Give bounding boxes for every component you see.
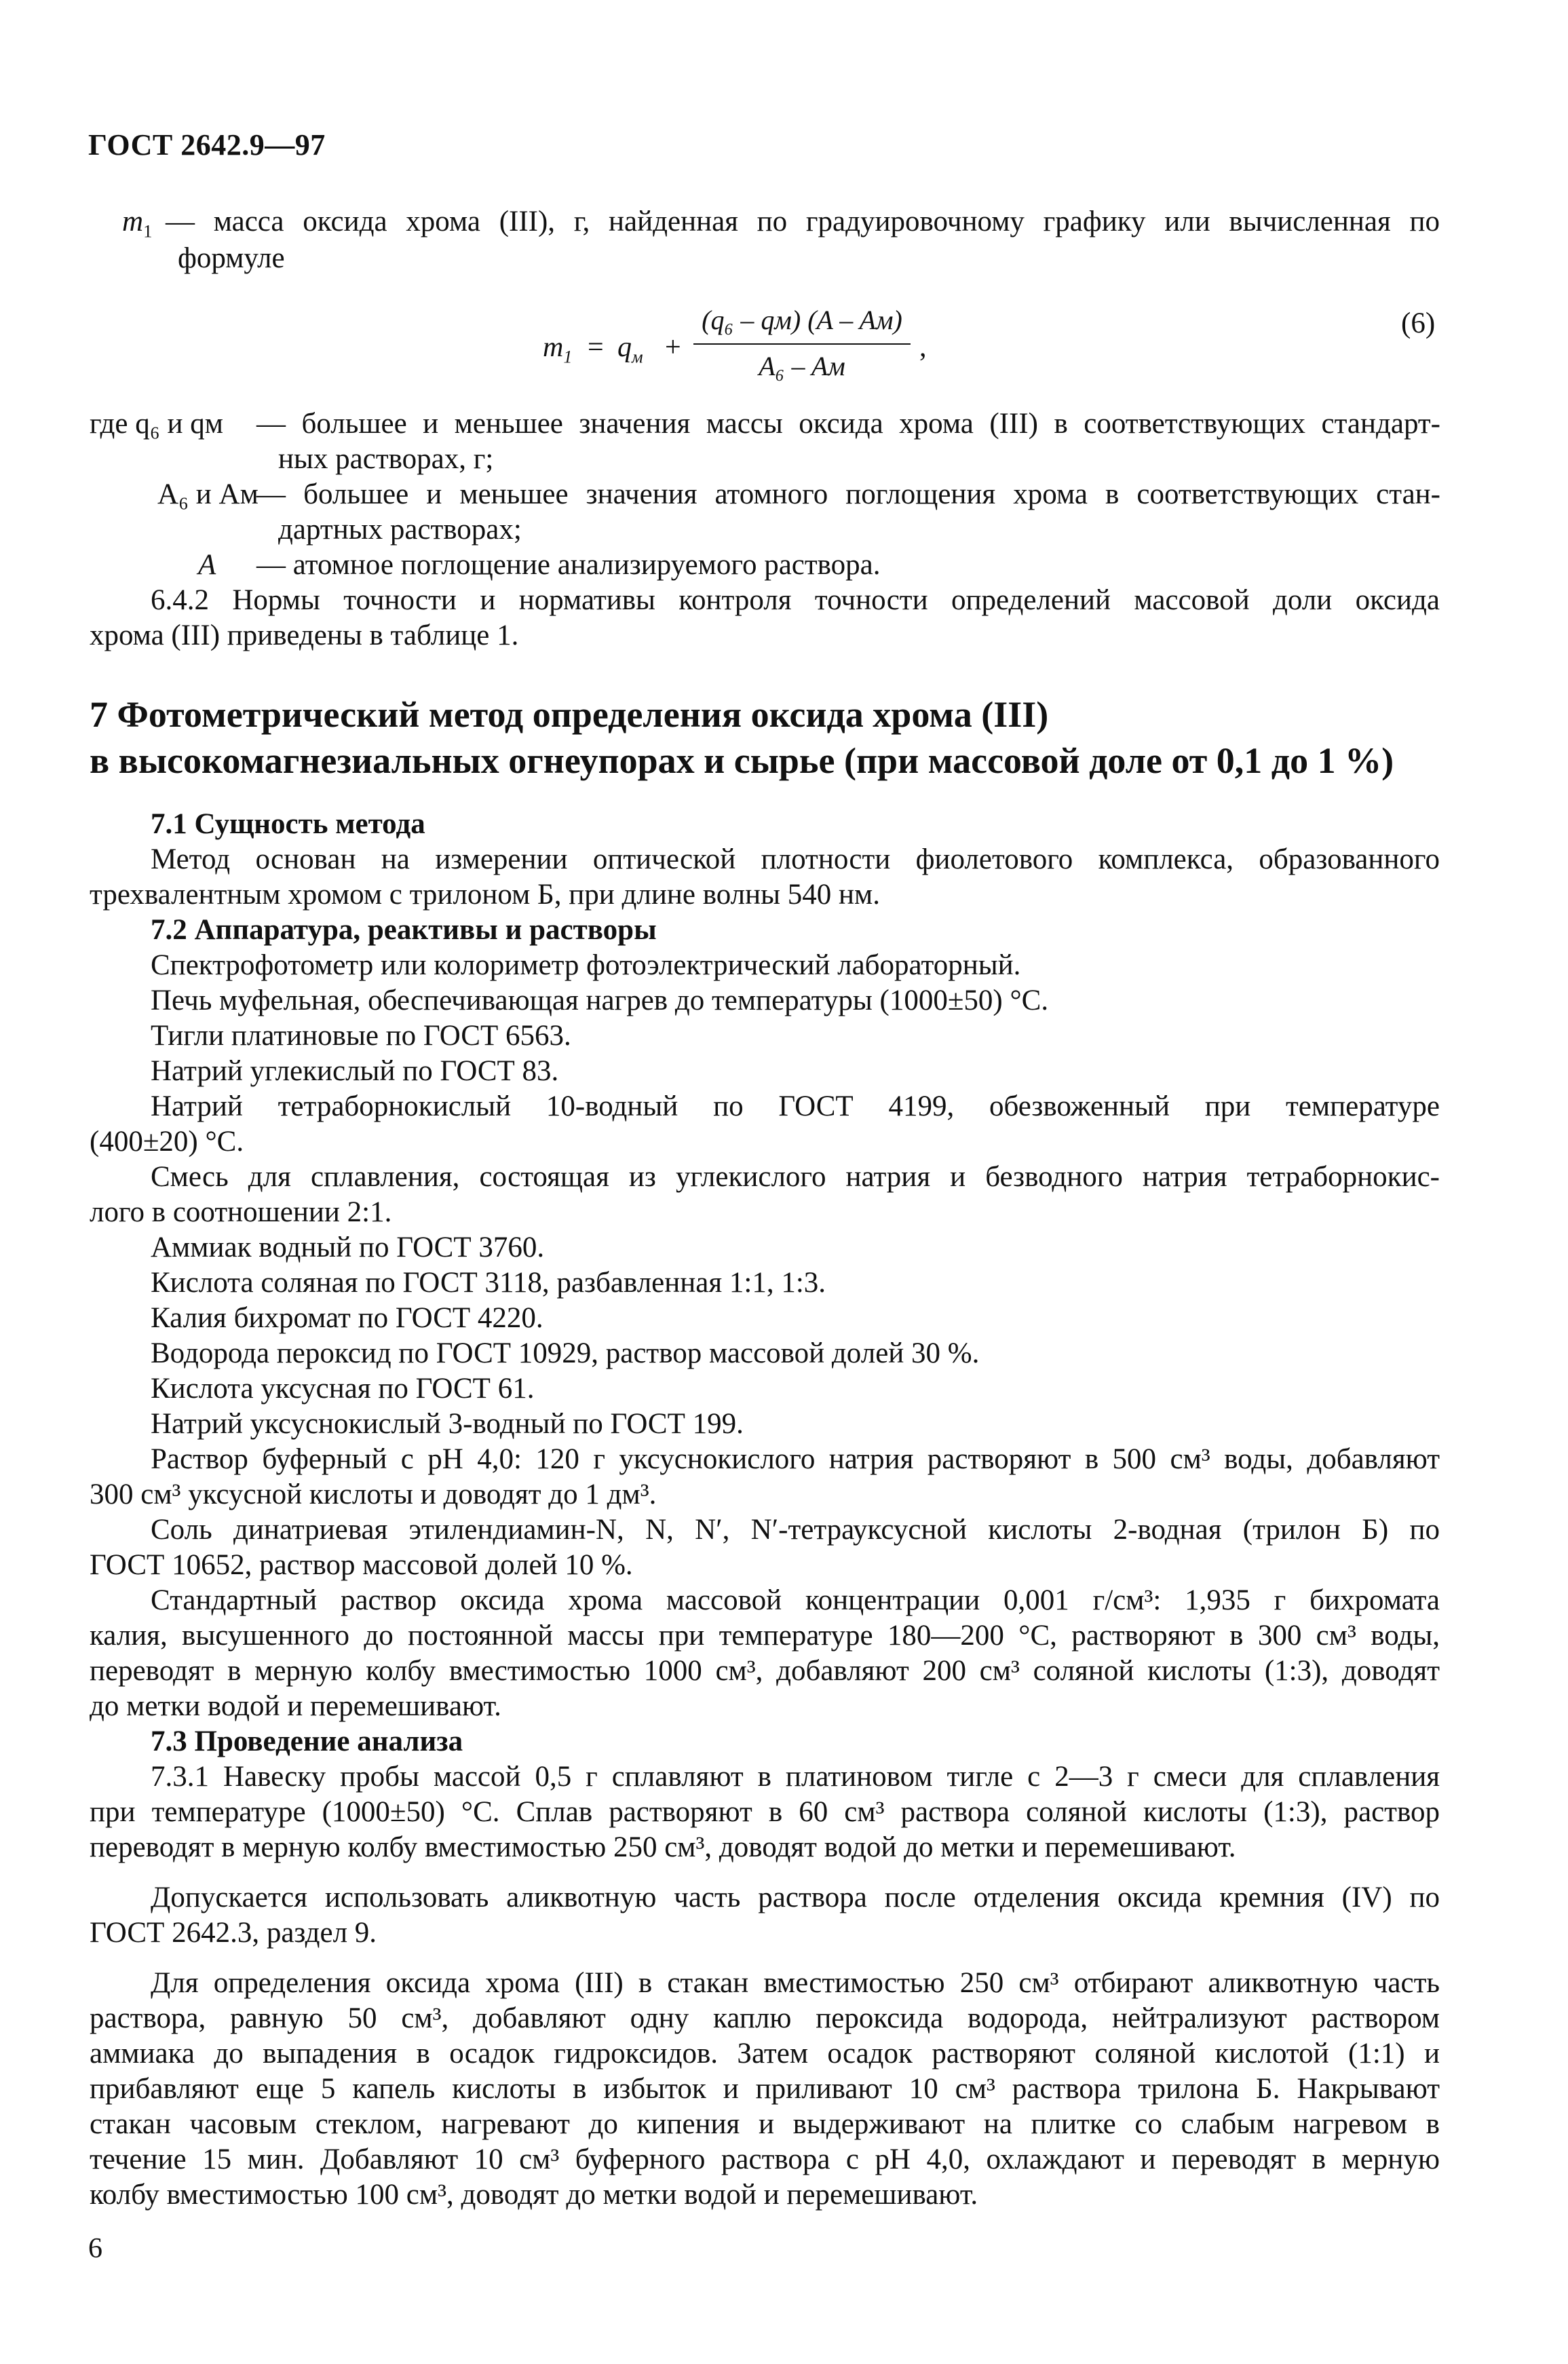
- s72-item: Аммиак водный по ГОСТ 3760.: [151, 1232, 545, 1263]
- where-q-line2: ных растворах, г;: [278, 443, 494, 475]
- standard-code: ГОСТ 2642.9—97: [88, 128, 326, 161]
- s73-p1-line2: при температуре (1000±50) °С. Сплав растворяют в 60 см³ раствора соляной кислоты (1:3), раствор: [90, 1796, 1440, 1828]
- where-q-line1: — большее и меньшее значения массы оксида хрома (III) в соответствующих стандарт-: [256, 408, 1440, 440]
- s72-item: Калия бихромат по ГОСТ 4220.: [151, 1302, 543, 1334]
- s73-p3-line4: прибавляют еще 5 капель кислоты в избыток и приливают 10 см³ раствора трилона Б. Накрывают: [90, 2073, 1440, 2105]
- page-number: 6: [88, 2233, 102, 2264]
- m1-definition-line1: — масса оксида хрома (III), г, найденная по градуировочному графику или вычисленная по: [166, 206, 1440, 237]
- s73-p3-line3: аммиака до выпадения в осадок гидроксидов. Затем осадок растворяют соляной кислотой (1:1) и: [90, 2038, 1440, 2070]
- s72-trilon-line1: Соль динатриевая этилендиамин-N, N, N′, N′-тетрауксусной кислоты 2-водная (трилон Б) по: [151, 1514, 1440, 1546]
- s72-buffer-line2: 300 см³ уксусной кислоты и доводят до 1 дм³.: [90, 1479, 657, 1510]
- s73-p2-line2: ГОСТ 2642.3, раздел 9.: [90, 1917, 377, 1949]
- where-a-line1: — большее и меньшее значения атомного поглощения хрома в соответствующих стан-: [256, 478, 1440, 510]
- s72-item: Натрий углекислый по ГОСТ 83.: [151, 1055, 559, 1087]
- formula-number: (6): [1401, 307, 1436, 339]
- where-a-label: A₆ и Aм: [157, 478, 259, 510]
- subsection-7-2-heading: 7.2 Аппаратура, реактивы и растворы: [151, 914, 657, 946]
- formula-denominator: A₆ – Aм: [759, 351, 845, 381]
- s73-p3-line7: колбу вместимостью 100 см³, доводят до метки водой и перемешивают.: [90, 2179, 978, 2211]
- where-a-line2: дартных растворах;: [278, 514, 522, 546]
- s72-item: Спектрофотометр или колориметр фотоэлектрический лабораторный.: [151, 949, 1021, 981]
- p642-line2: хрома (III) приведены в таблице 1.: [90, 619, 519, 651]
- s73-p3-line6: течение 15 мин. Добавляют 10 см³ буферного раствора с pH 4,0, охлаждают и переводят в мерную: [90, 2143, 1440, 2175]
- s72-standard-line4: до метки водой и перемешивают.: [90, 1690, 501, 1722]
- s73-p3-line1: Для определения оксида хрома (III) в стакан вместимостью 250 см³ отбирают аликвотную часть: [151, 1967, 1440, 1999]
- s73-p3-line2: раствора, равную 50 см³, добавляют одну каплю пероксида водорода, нейтрализуют раствором: [90, 2002, 1440, 2034]
- section-7-title-line1: 7 Фотометрический метод определения оксида хрома (III): [90, 694, 1049, 735]
- where-q-label: где q₆ и qм: [90, 408, 223, 440]
- formula-6: $m_1$ = $q_м$ + (q₆ – qм) (A – Aм) A₆ – Aм ,: [543, 305, 927, 381]
- s72-item: Печь муфельная, обеспечивающая нагрев до температуры (1000±50) °С.: [151, 985, 1049, 1016]
- s73-p2-line1: Допускается использовать аликвотную часть раствора после отделения оксида кремния (IV) по: [151, 1882, 1440, 1913]
- s71-line2: трехвалентным хромом с трилоном Б, при длине волны 540 нм.: [90, 879, 880, 911]
- formula-numerator: (q₆ – qм) (A – Aм): [702, 305, 902, 335]
- s72-standard-line1: Стандартный раствор оксида хрома массовой концентрации 0,001 г/см³: 1,935 г бихромата: [151, 1584, 1440, 1616]
- where-A-label: A: [198, 549, 216, 581]
- s73-p3-line5: стакан часовым стеклом, нагревают до кипения и выдерживают на плитке со слабым нагревом в: [90, 2108, 1440, 2140]
- s72-item: Кислота соляная по ГОСТ 3118, разбавленная 1:1, 1:3.: [151, 1267, 826, 1299]
- subsection-7-3-heading: 7.3 Проведение анализа: [151, 1726, 463, 1757]
- s73-p1-line3: переводят в мерную колбу вместимостью 250 см³, доводят водой до метки и перемешивают.: [90, 1831, 1236, 1863]
- s72-mixture-line1: Смесь для сплавления, состоящая из углекислого натрия и безводного натрия тетраборнокис-: [151, 1161, 1440, 1193]
- s72-item: Водорода пероксид по ГОСТ 10929, раствор массовой долей 30 %.: [151, 1337, 980, 1369]
- where-A-line: — атомное поглощение анализируемого раствора.: [256, 549, 881, 581]
- s72-mixture-line2: лого в соотношении 2:1.: [90, 1196, 392, 1228]
- s73-p1-line1: 7.3.1 Навеску пробы массой 0,5 г сплавляют в платиновом тигле с 2—3 г смеси для сплавления: [151, 1761, 1440, 1793]
- s72-tetraborate-line1: Натрий тетраборнокислый 10-водный по ГОСТ 4199, обезвоженный при температуре: [151, 1090, 1440, 1122]
- s72-tetraborate-line2: (400±20) °С.: [90, 1126, 244, 1158]
- s72-item: Тигли платиновые по ГОСТ 6563.: [151, 1020, 571, 1052]
- subsection-7-1-heading: 7.1 Сущность метода: [151, 808, 425, 840]
- s72-item: Кислота уксусная по ГОСТ 61.: [151, 1373, 535, 1405]
- s71-line1: Метод основан на измерении оптической плотности фиолетового комплекса, образованного: [151, 843, 1440, 875]
- p642-line1: 6.4.2 Нормы точности и нормативы контроля точности определений массовой доли оксида: [151, 584, 1440, 616]
- s72-buffer-line1: Раствор буферный с pH 4,0: 120 г уксуснокислого натрия растворяют в 500 см³ воды, добавляют: [151, 1443, 1440, 1475]
- fraction-bar: [693, 343, 911, 345]
- s72-item: Натрий уксуснокислый 3-водный по ГОСТ 199.: [151, 1408, 744, 1440]
- s72-standard-line3: переводят в мерную колбу вместимостью 1000 см³, добавляют 200 см³ соляной кислоты (1:3), доводят: [90, 1655, 1440, 1687]
- m1-symbol: $m_1$: [122, 206, 153, 242]
- s72-trilon-line2: ГОСТ 10652, раствор массовой долей 10 %.: [90, 1549, 633, 1581]
- s72-standard-line2: калия, высушенного до постоянной массы при температуре 180—200 °С, растворяют в 300 см³ воды,: [90, 1620, 1440, 1652]
- section-7-title-line2: в высокомагнезиальных огнеупорах и сырье (при массовой доле от 0,1 до 1 %): [90, 740, 1394, 781]
- m1-definition-line2: формуле: [178, 242, 285, 274]
